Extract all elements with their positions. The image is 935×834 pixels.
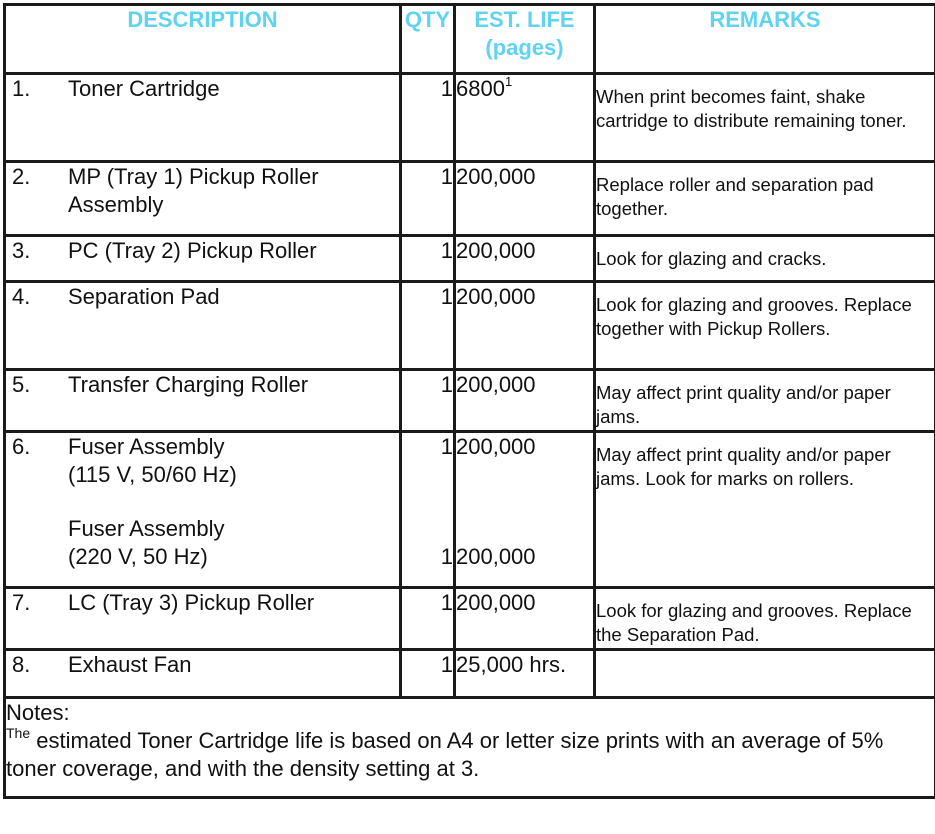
item-name: Exhaust Fan — [68, 652, 192, 677]
life-cell: 200,000 — [455, 236, 595, 282]
item-number: 4. — [12, 284, 31, 309]
life-cell: 200,000 — [455, 588, 595, 650]
item-name: Separation Pad — [68, 284, 220, 309]
item-name: MP (Tray 1) Pickup Roller — [68, 164, 319, 189]
description-cell — [5, 588, 401, 650]
item-name: PC (Tray 2) Pickup Roller — [68, 238, 317, 263]
item-name: Transfer Charging Roller — [68, 372, 309, 397]
item-number: 1. — [12, 76, 31, 101]
qty-cell: 1 — [401, 162, 455, 236]
life-cell — [455, 432, 595, 588]
item-number: 8. — [12, 652, 31, 677]
qty-value: 1 — [440, 544, 453, 569]
table-row — [5, 282, 935, 370]
life-cell: 200,000 — [455, 370, 595, 432]
qty-cell: 1 — [401, 588, 455, 650]
remarks-cell — [595, 650, 935, 698]
description-cell — [5, 650, 401, 698]
item-number: 5. — [12, 372, 31, 397]
table-row — [5, 74, 935, 162]
notes-row — [5, 698, 935, 798]
remarks-cell: When print becomes faint, shake cartridge to distribute remaining toner. — [595, 74, 935, 162]
table-row — [5, 236, 935, 282]
notes-superscript: The — [6, 725, 31, 741]
item-number: 6. — [12, 434, 31, 459]
footnote-marker: 1 — [504, 74, 513, 89]
life-cell: 200,000 — [455, 282, 595, 370]
qty-cell: 1 — [401, 370, 455, 432]
item-name-spec: (115 V, 50/60 Hz) — [68, 462, 237, 487]
table-row — [5, 162, 935, 236]
qty-cell: 1 — [401, 74, 455, 162]
remarks-cell: Look for glazing and grooves. Replace the Separation Pad. — [595, 588, 935, 650]
remarks-cell: May affect print quality and/or paper jams. Look for marks on rollers. — [595, 432, 935, 588]
item-name: LC (Tray 3) Pickup Roller — [68, 590, 315, 615]
header-est-life-line1: EST. LIFE — [474, 7, 575, 32]
remarks-cell: Look for glazing and cracks. — [595, 236, 935, 282]
header-est-life — [455, 5, 595, 74]
table-row — [5, 588, 935, 650]
qty-cell: 1 — [401, 236, 455, 282]
item-number: 3. — [12, 238, 31, 263]
item-name: Fuser Assembly — [68, 434, 225, 459]
header-remarks: REMARKS — [595, 5, 935, 74]
header-description: DESCRIPTION — [5, 5, 401, 74]
life-cell: 25,000 hrs. — [455, 650, 595, 698]
notes-text — [6, 727, 934, 783]
table-row — [5, 650, 935, 698]
item-number: 7. — [12, 590, 31, 615]
maintenance-parts-table — [3, 3, 935, 799]
notes-cell — [5, 698, 935, 798]
header-row — [5, 5, 935, 74]
item-name: Toner Cartridge — [68, 76, 220, 101]
table-row — [5, 432, 935, 588]
description-cell — [5, 236, 401, 282]
item-number: 2. — [12, 164, 31, 189]
header-est-life-line2: (pages) — [485, 35, 564, 60]
qty-value: 1 — [440, 434, 453, 459]
table-row — [5, 370, 935, 432]
item-name-continued: Assembly — [68, 192, 164, 217]
description-cell — [5, 74, 401, 162]
description-cell — [5, 370, 401, 432]
life-value: 200,000 — [456, 544, 536, 569]
remarks-cell: Look for glazing and grooves. Replace together with Pickup Rollers. — [595, 282, 935, 370]
notes-title: Notes: — [6, 700, 70, 725]
qty-cell: 1 — [401, 650, 455, 698]
qty-cell — [401, 432, 455, 588]
remarks-cell: May affect print quality and/or paper jams. — [595, 370, 935, 432]
item-name-spec: (220 V, 50 Hz) — [68, 544, 208, 569]
notes-body: estimated Toner Cartridge life is based on A4 or letter size prints with an average of 5% toner coverage, and with the density setting at 3. — [6, 728, 884, 781]
life-value: 6800 — [456, 76, 505, 101]
life-value: 200,000 — [456, 434, 536, 459]
remarks-cell: Replace roller and separation pad together. — [595, 162, 935, 236]
description-cell — [5, 162, 401, 236]
qty-cell: 1 — [401, 282, 455, 370]
life-cell — [455, 74, 595, 162]
description-cell — [5, 432, 401, 588]
life-cell: 200,000 — [455, 162, 595, 236]
item-name: Fuser Assembly — [68, 516, 225, 541]
header-qty: QTY — [401, 5, 455, 74]
description-cell — [5, 282, 401, 370]
